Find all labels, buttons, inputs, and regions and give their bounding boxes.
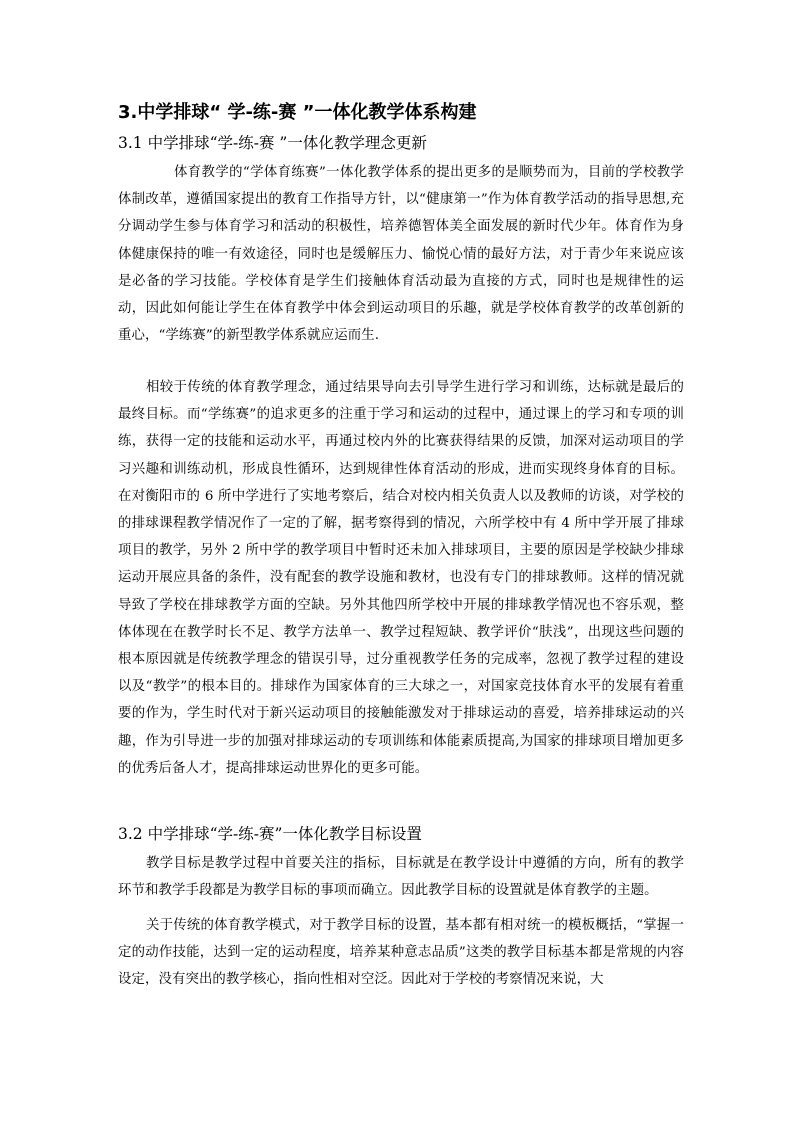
paragraph-3-1-2: 相较于传统的体育教学理念，通过结果导向去引导学生进行学习和训练，达标就是最后的最终目标。而“学练赛”的追求更多的注重于学习和运动的过程中，通过课上的学习和专项的训练，获得一定的技能和运动水平，再通过校内外的比赛获得结果的反馈，加深对运动项目的学习兴趣和训练动机，形成良性循环，达到规律性体育活动的形成，进而实现终身体育的目标。在对衡阳市的 6 所中学进行了实地考察后，结合对校内相关负责人以及教师的访谈，对学校的的排球课程教学情况作了一定的了解，据考察得到的情况，六所学校中有 4 所中学开展了排球项目的教学，另外 2 所中学的教学项目中暂时还未加入排球项目，主要的原因是学校缺少排球运动开展应具备的条件，没有配套的教学设施和教材，也没有专门的排球教师。这样的情况就导致了学校在排球教学方面的空缺。另外其他四所学校中开展的排球教学情况也不容乐观，整体体现在在教学时长不足、教学方法单一、教学过程短缺、教学评价“肤浅”，出现这些问题的根本原因就是传统教学理念的错误引导，过分重视教学任务的完成率，忽视了教学过程的建设以及“教学”的根本目的。排球作为国家体育的三大球之一，对国家竞技体育水平的发展有着重要的作为，学生时代对于新兴运动项目的接触能激发对于排球运动的喜爱，培养排球运动的兴趣，作为引导进一步的加强对排球运动的专项训练和体能素质提高,为国家的排球项目增加更多的优秀后备人才，提高排球运动世界化的更多可能。 bbox=[118, 380, 684, 776]
subsection-title-3-2: 3.2 中学排球“学-练-赛”一体化教学目标设置 bbox=[118, 825, 422, 843]
section-title: 3.中学排球“ 学-练-赛 ”一体化教学体系构建 bbox=[118, 102, 477, 123]
paragraph-3-2-1: 教学目标是教学过程中首要关注的指标，目标就是在教学设计中遵循的方向，所有的教学环节和教学手段都是为教学目标的事项而确立。因此教学目标的设置就是体育教学的主题。 bbox=[118, 856, 684, 899]
paragraph-3-2-2: 关于传统的体育教学模式，对于教学目标的设置，基本都有相对统一的模板概括，“掌握一定的动作技能，达到一定的运动程度，培养某种意志品质”这类的教学目标基本都是常规的内容设定，没有突出的教学核心，指向性相对空泛。因此对于学校的考察情况来说，大 bbox=[118, 918, 684, 988]
subsection-title-3-1: 3.1 中学排球“学-练-赛 ”一体化教学理念更新 bbox=[118, 134, 427, 152]
paragraph-3-1-1: 体育教学的“学体育练赛”一体化教学体系的提出更多的是顺势而为，目前的学校教学体制改革，遵循国家提出的教育工作指导方针，以“健康第一”作为体育教学活动的指导思想,充分调动学生参与体育学习和活动的积极性，培养德智体美全面发展的新时代少年。体育作为身体健康保持的唯一有效途径，同时也是缓解压力、愉悦心情的最好方法，对于青少年来说应该是必备的学习技能。学校体育是学生们接触体育活动最为直接的方式，同时也是规律性的运动，因此如何能让学生在体育教学中体会到运动项目的乐趣，就是学校体育教学的改革创新的重心，“学练赛”的新型教学体系就应运而生. bbox=[118, 165, 684, 344]
